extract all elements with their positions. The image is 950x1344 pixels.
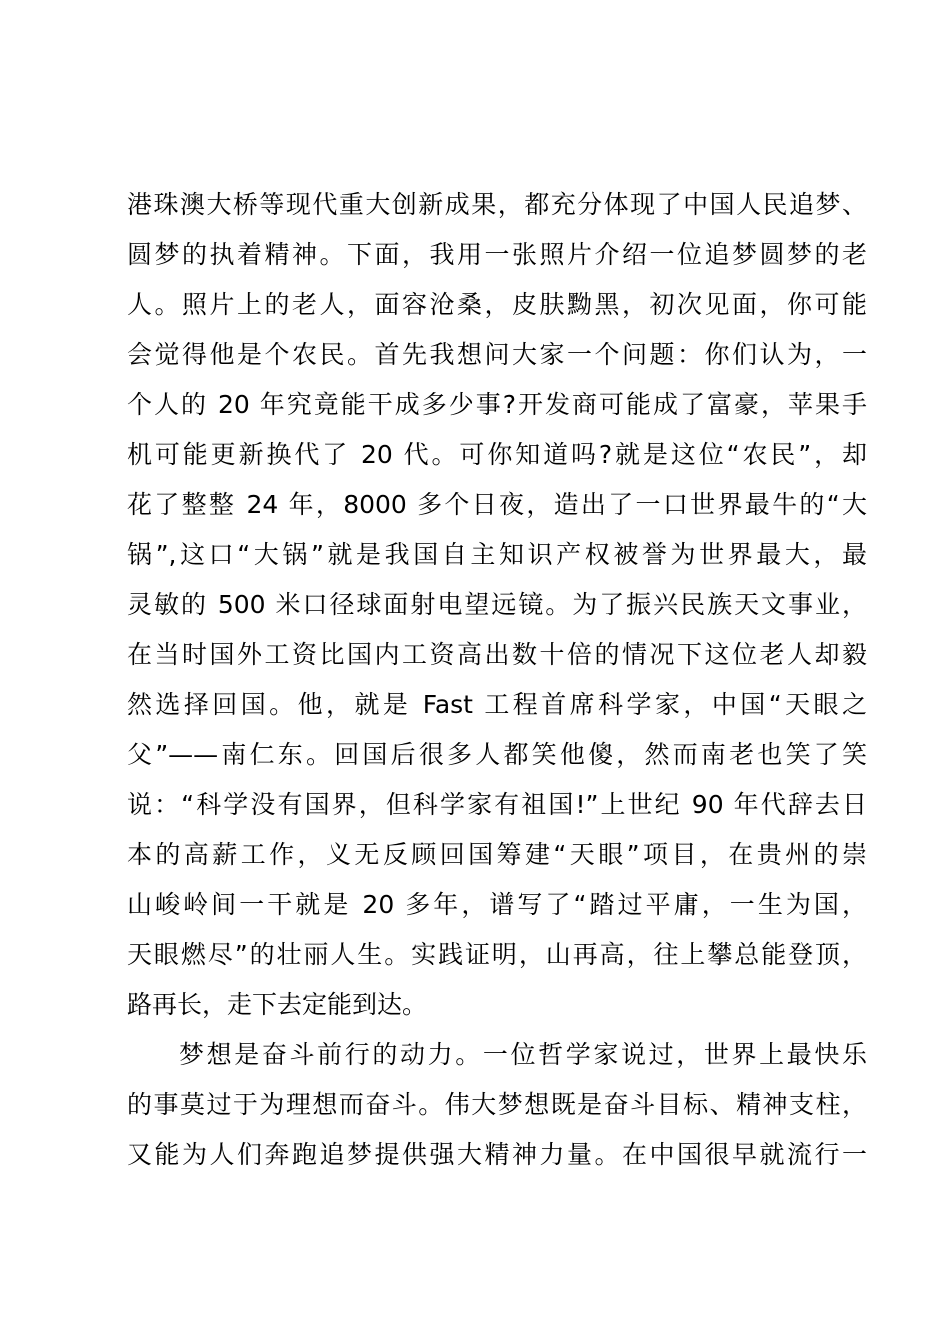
text-line: 在当时国外工资比国内工资高出数十倍的情况下这位老人却毅 bbox=[127, 640, 867, 669]
text-line: 天眼燃尽”的壮丽人生。实践证明，山再高，往上攀总能登顶， bbox=[127, 940, 867, 969]
text-line: 港珠澳大桥等现代重大创新成果，都充分体现了中国人民追梦、 bbox=[127, 190, 867, 219]
text-line: 灵敏的 500 米口径球面射电望远镜。为了振兴民族天文事业， bbox=[127, 590, 867, 619]
text-line: 的事莫过于为理想而奋斗。伟大梦想既是奋斗目标、精神支柱， bbox=[127, 1090, 867, 1119]
text-line: 父”——南仁东。回国后很多人都笑他傻，然而南老也笑了笑 bbox=[127, 740, 867, 769]
text-line: 圆梦的执着精神。下面，我用一张照片介绍一位追梦圆梦的老 bbox=[127, 240, 867, 269]
text-line: 个人的 20 年究竟能干成多少事?开发商可能成了富豪，苹果手 bbox=[127, 390, 867, 419]
text-line: 花了整整 24 年，8000 多个日夜，造出了一口世界最牛的“大 bbox=[127, 490, 867, 519]
text-line: 人。照片上的老人，面容沧桑，皮肤黝黑，初次见面，你可能 bbox=[127, 290, 867, 319]
text-line: 会觉得他是个农民。首先我想问大家一个问题：你们认为，一 bbox=[127, 340, 867, 369]
text-line: 又能为人们奔跑追梦提供强大精神力量。在中国很早就流行一 bbox=[127, 1140, 867, 1169]
text-line: 机可能更新换代了 20 代。可你知道吗?就是这位“农民”，却 bbox=[127, 440, 867, 469]
text-line: 山峻岭间一干就是 20 多年，谱写了“踏过平庸，一生为国， bbox=[127, 890, 867, 919]
body-text bbox=[127, 180, 867, 1180]
text-line: 锅”,这口“大锅”就是我国自主知识产权被誉为世界最大，最 bbox=[127, 540, 867, 569]
paragraph-2 bbox=[127, 1030, 867, 1180]
text-line: 梦想是奋斗前行的动力。一位哲学家说过，世界上最快乐 bbox=[179, 1040, 867, 1069]
text-line: 本的高薪工作，义无反顾回国筹建“天眼”项目，在贵州的崇 bbox=[127, 840, 867, 869]
paragraph-1 bbox=[127, 180, 867, 1030]
text-line: 路再长，走下去定能到达。 bbox=[127, 990, 428, 1019]
text-line: 说：“科学没有国界，但科学家有祖国!”上世纪 90 年代辞去日 bbox=[127, 790, 867, 819]
text-line: 然选择回国。他，就是 Fast 工程首席科学家，中国“天眼之 bbox=[127, 690, 867, 719]
